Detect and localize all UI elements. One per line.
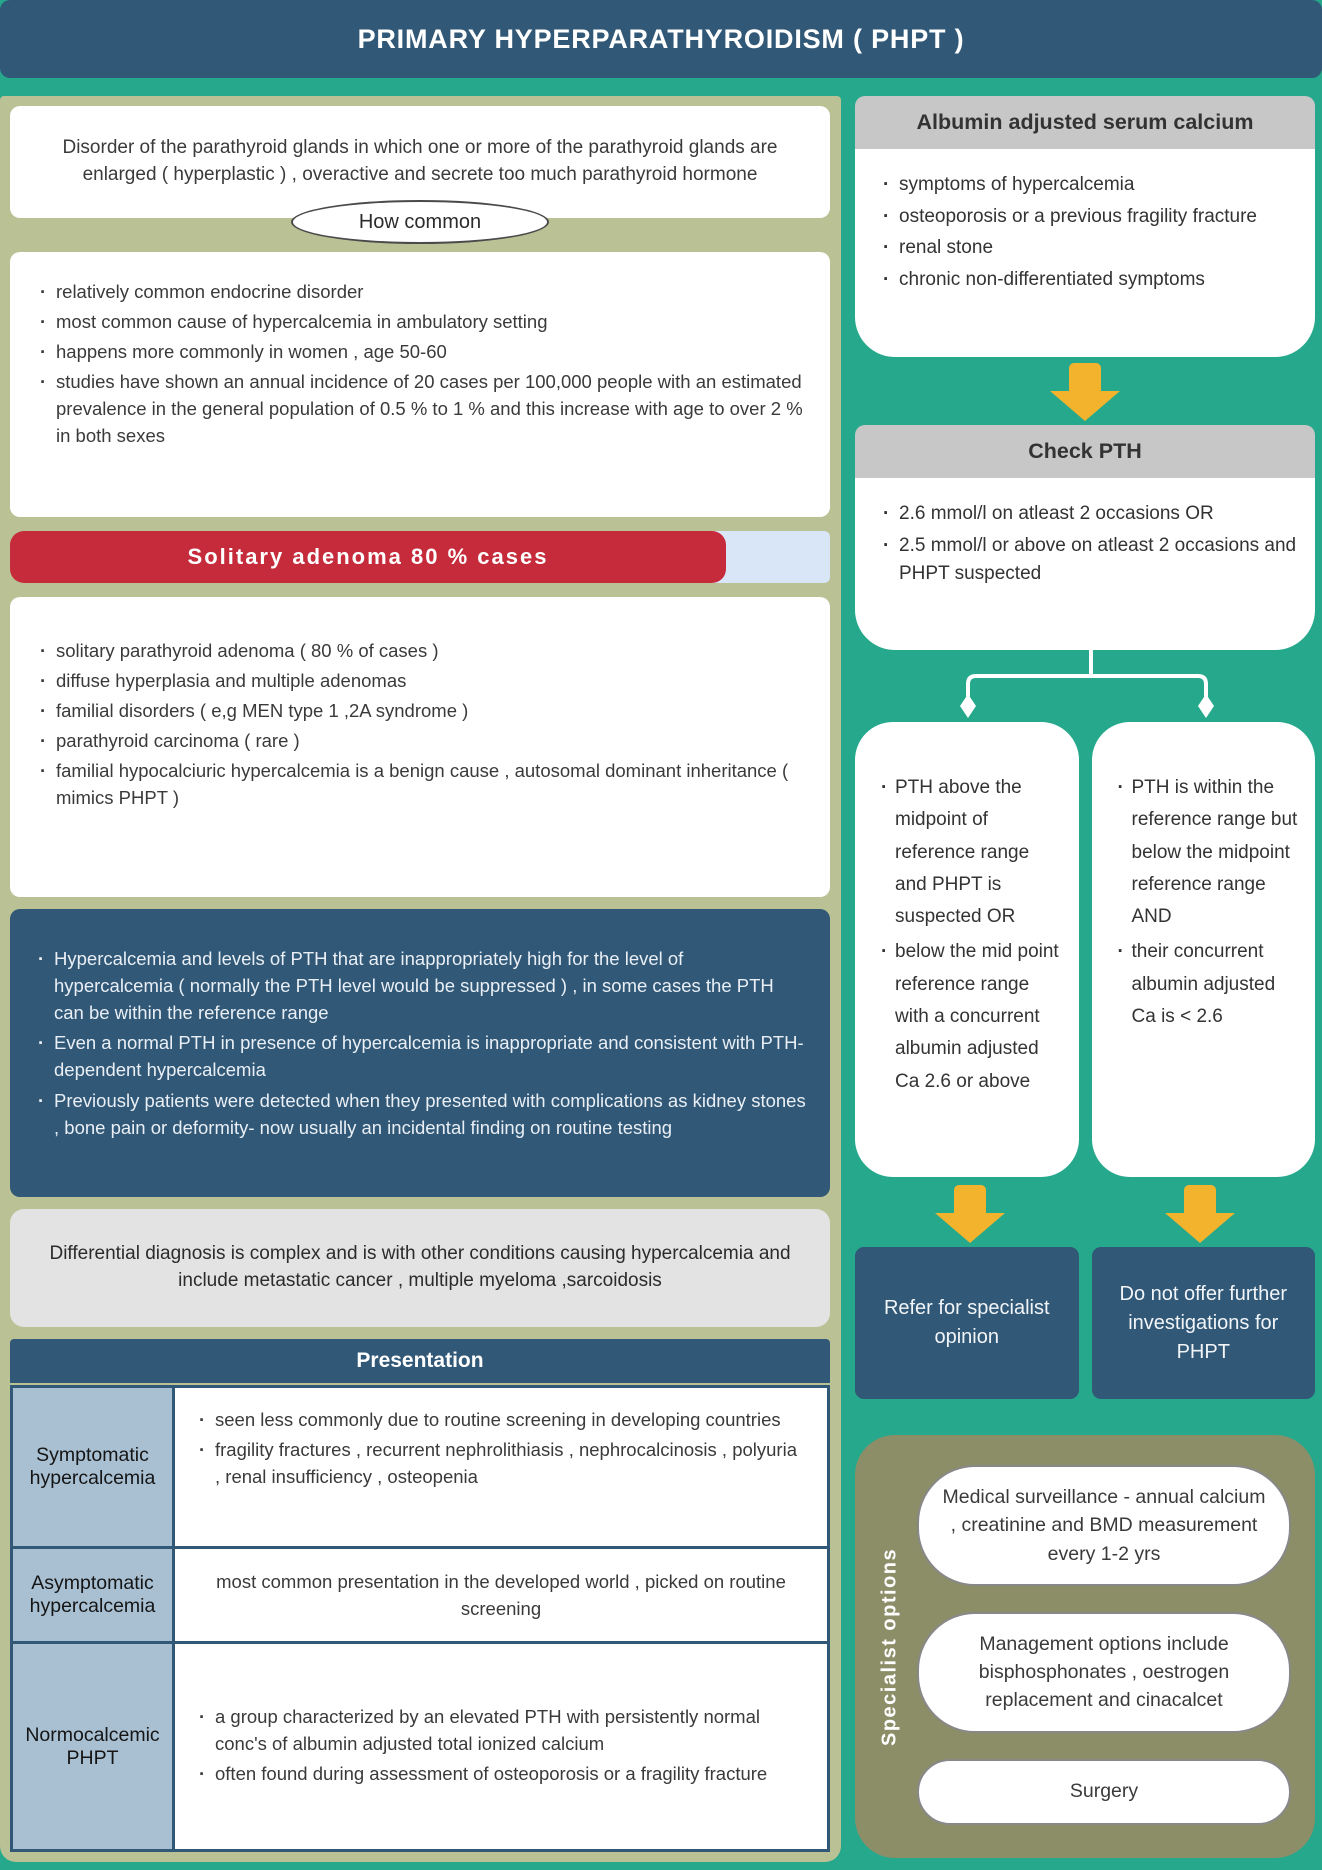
bullet-item: · diffuse hyperplasia and multiple adenomas (36, 667, 804, 694)
differential-card (10, 1209, 830, 1327)
biochemistry-list (34, 945, 806, 1141)
table-row (13, 1549, 827, 1644)
bullet-item: · PTH is within the reference range but below the midpoint reference range AND (1114, 772, 1302, 933)
bullet-item: · familial hypocalciuric hypercalcemia is a benign cause , autosomal dominant inheritance ( mimics PHPT ) (36, 757, 804, 811)
table-row (13, 1388, 827, 1549)
epidemiology-card (10, 252, 830, 517)
calcium-screening-card (855, 96, 1315, 357)
row-bullet-list (195, 1406, 807, 1490)
definition-text: Disorder of the parathyroid glands in which one or more of the parathyroid glands are enlarged ( hyperplastic ) , overactive and secrete too much parathyroid hormone (62, 137, 778, 185)
epidemiology-list (36, 278, 804, 449)
check-pth-body (855, 478, 1315, 650)
adenoma-banner-row (10, 531, 830, 583)
presentation-title: Presentation (356, 1348, 484, 1372)
left-panel (0, 96, 841, 1862)
row-bullet-list (195, 1703, 807, 1790)
bullet-item: · renal stone (879, 234, 1297, 263)
outcomes-row (855, 1247, 1315, 1399)
how-common-oval (291, 200, 549, 244)
calcium-card-title: Albumin adjusted serum calcium (855, 96, 1315, 149)
biochemistry-card (10, 909, 830, 1197)
causes-list (36, 637, 804, 811)
how-common-oval-wrap (10, 200, 830, 244)
bullet-item: · most common cause of hypercalcemia in ambulatory setting (36, 308, 804, 335)
bullet-item: · symptoms of hypercalcemia (879, 171, 1297, 200)
check-pth-title: Check PTH (855, 425, 1315, 478)
page-title: PRIMARY HYPERPARATHYROIDISM ( PHPT ) (357, 23, 965, 54)
row-content-cell (175, 1388, 827, 1546)
bullet-item: · a group characterized by an elevated PTH with persistently normal conc's of albumin adjusted total ionized calcium (195, 1703, 807, 1757)
outcome-arrows-row (855, 1179, 1315, 1245)
bullet-item: · fragility fractures , recurrent nephrolithiasis , nephrocalcinosis , polyuria , renal insufficiency , osteopenia (195, 1436, 807, 1490)
bullet-item: · 2.5 mmol/l or above on atleast 2 occasions and PHPT suspected (879, 532, 1297, 589)
bullet-item: · happens more commonly in women , age 50-60 (36, 338, 804, 365)
row-label-cell: Normocalcemic PHPT (13, 1644, 175, 1849)
causes-card (10, 597, 830, 897)
bullet-item: · PTH above the midpoint of reference range and PHPT is suspected OR (877, 772, 1065, 933)
specialist-options-panel (855, 1435, 1315, 1858)
pth-normal-list (1114, 772, 1302, 1033)
bullet-item: · their concurrent albumin adjusted Ca is < 2.6 (1114, 936, 1302, 1033)
calcium-card-body (855, 149, 1315, 357)
down-arrow-icon (1165, 1185, 1235, 1243)
bullet-item: · osteoporosis or a previous fragility fracture (879, 203, 1297, 232)
bullet-item: · Even a normal PTH in presence of hypercalcemia is inappropriate and consistent with PTH-dependent hypercalcemia (34, 1029, 806, 1083)
row-label-cell: Symptomatic hypercalcemia (13, 1388, 175, 1546)
main-content (0, 96, 1322, 1870)
bullet-item: · seen less commonly due to routine screening in developing countries (195, 1406, 807, 1433)
row-content-cell: most common presentation in the developed world , picked on routine screening (216, 1571, 786, 1619)
pth-normal-branch-card (1092, 722, 1316, 1177)
pth-high-list (877, 772, 1065, 1098)
right-panel (841, 96, 1322, 1870)
refer-specialist-box: Refer for specialist opinion (855, 1247, 1079, 1399)
how-common-label: How common (358, 210, 482, 233)
pth-branches (855, 722, 1315, 1177)
banner-accent-block (708, 531, 830, 583)
bullet-item: · Previously patients were detected when they presented with complications as kidney stones , bone pain or deformity- now usually an incidental finding on routine testing (34, 1087, 806, 1141)
adenoma-banner-label: Solitary adenoma 80 % cases (187, 543, 549, 569)
bullet-item: · chronic non-differentiated symptoms (879, 266, 1297, 295)
row-label-cell: Asymptomatic hypercalcemia (13, 1549, 175, 1641)
bullet-item: · solitary parathyroid adenoma ( 80 % of cases ) (36, 637, 804, 664)
row-content-cell (175, 1644, 827, 1849)
no-investigation-box: Do not offer further investigations for PHPT (1092, 1247, 1316, 1399)
bullet-item: · below the mid point reference range with a concurrent albumin adjusted Ca 2.6 or above (877, 936, 1065, 1097)
specialist-options-label: Specialist options (878, 1547, 901, 1746)
adenoma-banner (10, 531, 726, 583)
bullet-item: · relatively common endocrine disorder (36, 278, 804, 305)
header-bar (0, 0, 1322, 78)
surveillance-option: Medical surveillance - annual calcium , creatinine and BMD measurement every 1-2 yrs (917, 1465, 1291, 1586)
calcium-list (879, 171, 1297, 294)
down-arrow-icon (935, 1185, 1005, 1243)
pth-high-branch-card (855, 722, 1079, 1177)
check-pth-list (879, 500, 1297, 589)
bullet-item: · studies have shown an annual incidence of 20 cases per 100,000 people with an estimated prevalence in the general population of 0.5 % to 1 % and this increase with age to over 2 % in both sexes (36, 368, 804, 449)
presentation-header (10, 1339, 830, 1383)
bullet-item: · Hypercalcemia and levels of PTH that are inappropriately high for the level of hypercalcemia ( normally the PTH level would be suppressed ) , in some cases the PTH can be within the reference range (34, 945, 806, 1027)
check-pth-card (855, 425, 1315, 650)
bullet-item: · familial disorders ( e,g MEN type 1 ,2A syndrome ) (36, 697, 804, 724)
bullet-item: · 2.6 mmol/l on atleast 2 occasions OR (879, 500, 1297, 529)
branch-connector-line (855, 650, 1315, 722)
down-arrow-icon (1050, 363, 1120, 421)
differential-text: Differential diagnosis is complex and is with other conditions causing hypercalcemia and include metastatic cancer , multiple myeloma ,sarcoidosis (49, 1242, 791, 1291)
table-row (13, 1644, 827, 1849)
management-option: Management options include bisphosphonates , oestrogen replacement and cinacalcet (917, 1612, 1291, 1733)
presentation-table (10, 1385, 830, 1852)
bullet-item: · often found during assessment of osteoporosis or a fragility fracture (195, 1760, 807, 1787)
surgery-option: Surgery (917, 1759, 1291, 1825)
bullet-item: · parathyroid carcinoma ( rare ) (36, 727, 804, 754)
